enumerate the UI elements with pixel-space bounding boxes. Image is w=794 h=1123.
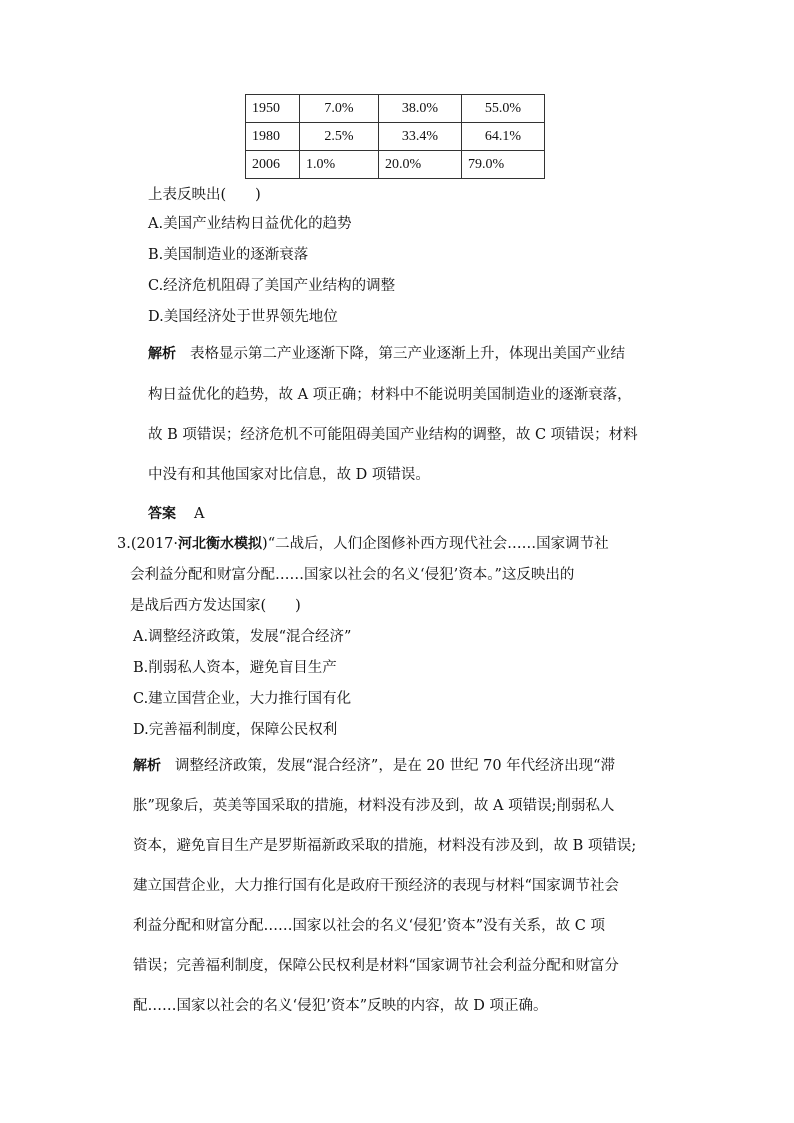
q3-stem-line-2: 会利益分配和财富分配……国家以社会的名义‘侵犯’资本。”这反映出的 — [130, 567, 575, 583]
table-cell: 55.0% — [462, 95, 545, 123]
q2-answer-value: A — [194, 506, 205, 522]
q3-analysis-line-5: 利益分配和财富分配……国家以社会的名义‘侵犯’资本”没有关系，故 C 项 — [133, 918, 605, 934]
q2-option-a: A.美国产业结构日益优化的趋势 — [148, 216, 352, 232]
q2-analysis-line-3: 故 B 项错误；经济危机不可能阻碍美国产业结构的调整，故 C 项错误；材料 — [148, 427, 638, 443]
q3-analysis-line-1: 解析 调整经济政策，发展“混合经济”，是在 20 世纪 70 年代经济出现“滞 — [133, 758, 616, 774]
table-row — [246, 123, 545, 151]
table-cell: 1980 — [246, 123, 300, 151]
q3-analysis-label: 解析 — [133, 758, 161, 774]
q2-analysis-label: 解析 — [148, 346, 176, 362]
table-cell: 2006 — [246, 151, 300, 179]
q2-option-d: D.美国经济处于世界领先地位 — [148, 309, 338, 325]
table-row — [246, 151, 545, 179]
q3-analysis-line-7: 配……国家以社会的名义‘侵犯’资本”反映的内容，故 D 项正确。 — [133, 998, 548, 1014]
q3-option-a: A.调整经济政策，发展“混合经济” — [133, 629, 352, 645]
q2-analysis-line-2: 构日益优化的趋势，故 A 项正确；材料中不能说明美国制造业的逐渐衰落， — [148, 387, 632, 403]
q3-analysis-line-2: 胀”现象后，英美等国采取的措施，材料没有涉及到，故 A 项错误;削弱私人 — [133, 798, 615, 814]
q3-source: 河北衡水模拟 — [178, 536, 263, 552]
q2-option-b: B.美国制造业的逐渐衰落 — [148, 247, 309, 263]
q3-analysis-line-6: 错误；完善福利制度，保障公民权利是材料“国家调节社会利益分配和财富分 — [133, 958, 619, 974]
table-cell: 2.5% — [300, 123, 379, 151]
table-cell: 1.0% — [300, 151, 379, 179]
q3-option-b: B.削弱私人资本，避免盲目生产 — [133, 660, 337, 676]
table-row — [246, 95, 545, 123]
table-cell: 20.0% — [379, 151, 462, 179]
table-cell: 7.0% — [300, 95, 379, 123]
q2-answer-label: 答案 — [148, 506, 176, 522]
q3-stem-line-3: 是战后西方发达国家( ) — [130, 598, 301, 614]
q2-analysis-line-1: 解析 表格显示第二产业逐渐下降，第三产业逐渐上升，体现出美国产业结 — [148, 346, 625, 362]
table-cell: 64.1% — [462, 123, 545, 151]
q3-stem-line-1: 3.(2017·河北衡水模拟)“二战后，人们企图修补西方现代社会……国家调节社 — [117, 536, 609, 552]
q2-stem: 上表反映出( ) — [148, 187, 261, 203]
q2-answer — [148, 504, 204, 524]
q3-number: 3. — [117, 536, 131, 552]
table-cell: 33.4% — [379, 123, 462, 151]
q3-analysis-line-3: 资本，避免盲目生产是罗斯福新政采取的措施，材料没有涉及到，故 B 项错误; — [133, 838, 637, 854]
table-cell: 79.0% — [462, 151, 545, 179]
table-cell: 38.0% — [379, 95, 462, 123]
q3-option-d: D.完善福利制度，保障公民权利 — [133, 722, 338, 738]
table-cell: 1950 — [246, 95, 300, 123]
q3-analysis-line-4: 建立国营企业，大力推行国有化是政府干预经济的表现与材料“国家调节社会 — [133, 878, 619, 894]
industry-share-table — [245, 94, 545, 179]
q2-option-c: C.经济危机阻碍了美国产业结构的调整 — [148, 278, 396, 294]
q2-analysis-line-4: 中没有和其他国家对比信息，故 D 项错误。 — [148, 467, 430, 483]
q3-option-c: C.建立国营企业，大力推行国有化 — [133, 691, 352, 707]
